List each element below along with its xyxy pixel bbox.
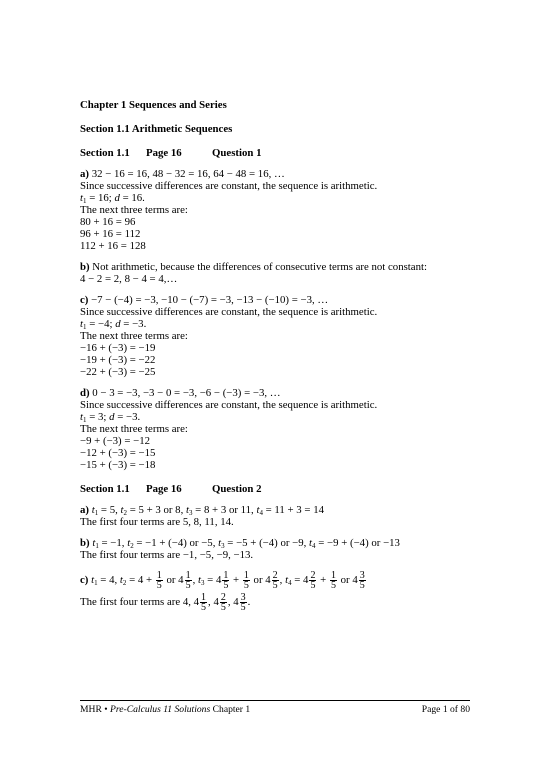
q1d-line3: $t_1 = 3$; d = −3. (80, 411, 141, 424)
page-number: Page 1 of 80 (421, 704, 470, 715)
q1c-line6: −19 + (−3) = −22 (80, 354, 156, 366)
q1b-line1: b) Not arithmetic, because the differences of consecutive terms are not constant: (80, 261, 427, 273)
q1c-line2: Since successive differences are constant, the sequence is arithmetic. (80, 306, 378, 318)
footer-source: MHR • Pre-Calculus 11 Solutions Chapter 1 (80, 704, 251, 715)
fraction: $\frac{2}{5}$ (220, 592, 226, 614)
q1d-line1: d) 0 − 3 = −3, −3 − 0 = −3, −6 − (−3) = −3, … (80, 387, 281, 399)
fraction: $\frac{1}{5}$ (243, 570, 249, 592)
q1d-line5: −9 + (−3) = −12 (80, 435, 151, 447)
q2b-line1: b) $t_1 = -1$, $t_2 = -1 + (-4)$ or −5, $t_3 = -5 + (-4)$ or −9, $t_4 = -9 + (-4)$ or −13 (80, 537, 400, 550)
q2c-line2: The first four terms are 4, 4 $\frac{1}{5}$ , 4 $\frac{2}{5}$ , 4 $\frac{3}{5}$ . (80, 592, 251, 614)
q2c-line1: c) $t_1 = 4$, $t_2 = 4$ + $\frac{1}{5}$ or 4 $\frac{1}{5}$ , $t_3 = 4$ $\frac{1}{5}$ + $\frac{1}{5}$ or 4 $\frac{2}{5}$ , $t_4 = 4$ $\frac{2}{5}$ + $\frac{1}{5}$ or 4 $\frac{3}{5}$ (80, 570, 365, 592)
q1c-line7: −22 + (−3) = −25 (80, 366, 156, 378)
question-header: Section 1.1 Page 16 Question 2 (80, 483, 262, 495)
q1a-line7: 112 + 16 = 128 (80, 240, 146, 252)
fraction: $\frac{1}{5}$ (201, 592, 207, 614)
q1c-line5: −16 + (−3) = −19 (80, 342, 156, 354)
q1b-line2: 4 − 2 = 2, 8 − 4 = 4,… (80, 273, 178, 285)
q1d-line2: Since successive differences are constant, the sequence is arithmetic. (80, 399, 378, 411)
page-footer (80, 700, 470, 716)
solutions-page (80, 99, 480, 613)
fraction: $\frac{1}{5}$ (185, 570, 191, 592)
q1d-line7: −15 + (−3) = −18 (80, 459, 156, 471)
q1a-line3: $t_1 = 16$; d = 16. (80, 192, 145, 205)
q2a-line2: The first four terms are 5, 8, 11, 14. (80, 516, 234, 528)
fraction: $\frac{1}{5}$ (330, 570, 336, 592)
q1a-line4: The next three terms are: (80, 204, 188, 216)
fraction: $\frac{2}{5}$ (310, 570, 316, 592)
fraction: $\frac{3}{5}$ (359, 570, 365, 592)
q1c-line4: The next three terms are: (80, 330, 188, 342)
question-header: Section 1.1 Page 16 Question 1 (80, 147, 262, 159)
q1a-line5: 80 + 16 = 96 (80, 216, 136, 228)
q1a-line2: Since successive differences are constant, the sequence is arithmetic. (80, 180, 378, 192)
q2a-line1: a) $t_1 = 5$, $t_2 = 5 + 3$ or 8, $t_3 = 8 + 3$ or 11, $t_4 = 11 + 3 = 14$ (80, 504, 324, 517)
fraction: $\frac{1}{5}$ (223, 570, 229, 592)
q1a-line1: a) 32 − 16 = 16, 48 − 32 = 16, 64 − 48 = 16, … (80, 168, 285, 180)
q1a-line6: 96 + 16 = 112 (80, 228, 141, 240)
section-title: Section 1.1 Arithmetic Sequences (80, 123, 233, 135)
q1d-line6: −12 + (−3) = −15 (80, 447, 156, 459)
q1c-line1: c) −7 − (−4) = −3, −10 − (−7) = −3, −13 − (−10) = −3, … (80, 294, 329, 306)
q1d-line4: The next three terms are: (80, 423, 188, 435)
q1c-line3: $t_1 = -4$; d = −3. (80, 318, 147, 331)
fraction: $\frac{2}{5}$ (272, 570, 278, 592)
fraction: $\frac{1}{5}$ (156, 570, 162, 592)
q2b-line2: The first four terms are −1, −5, −9, −13. (80, 549, 254, 561)
fraction: $\frac{3}{5}$ (240, 592, 246, 614)
chapter-title: Chapter 1 Sequences and Series (80, 99, 227, 111)
